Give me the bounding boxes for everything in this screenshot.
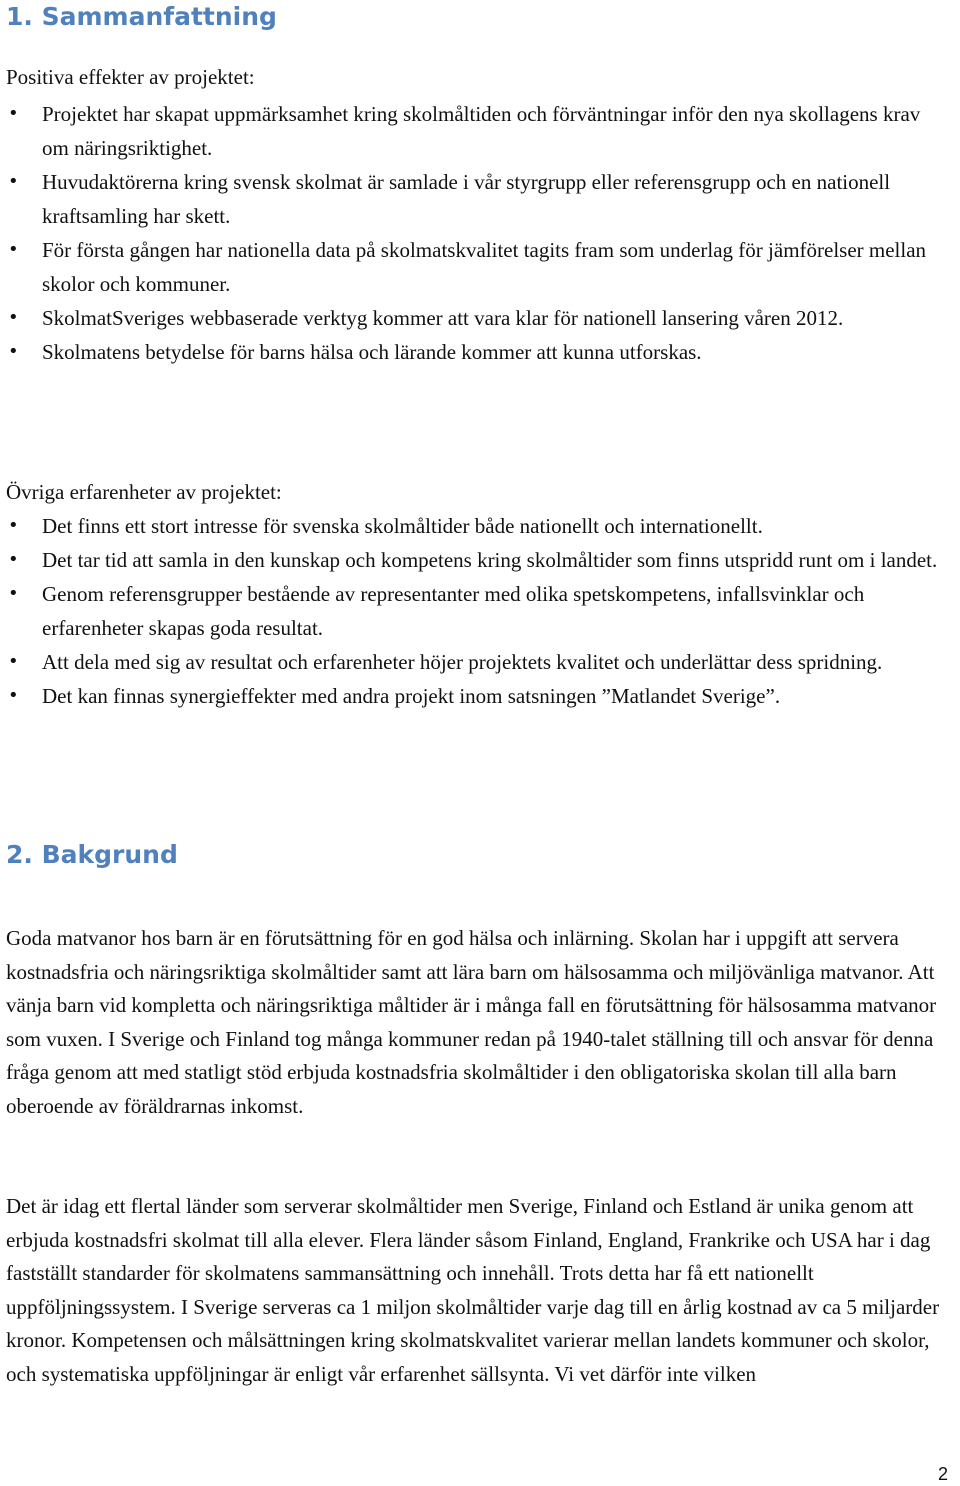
section-heading-sammanfattning: 1. Sammanfattning	[6, 2, 277, 31]
list-item: • Det kan finnas synergieffekter med andra projekt inom satsningen ”Matlandet Sverige”.	[0, 679, 950, 713]
background-paragraph-1: Goda matvanor hos barn är en förutsättning för en god hälsa och inlärning. Skolan har i uppgift att servera kostnadsfria och näringsriktiga skolmåltider samt att lära barn om hälsosamma och miljövänliga matvanor. Att vänja barn vid kompletta och näringsriktiga måltider är i många fall en förutsättning för hälsosamma matvanor som vuxen. I Sverige och Finland tog många kommuner redan på 1940-talet ställning till och ansvar för denna fråga genom att med statligt stöd erbjuda kostnadsfria skolmåltider i den obligatoriska skolan till alla barn oberoende av föräldrarnas inkomst.	[6, 926, 937, 1118]
section-heading-bakgrund: 2. Bakgrund	[6, 840, 178, 869]
positive-effects-list	[0, 97, 950, 369]
positive-effects-intro: Positiva effekter av projektet:	[6, 65, 255, 89]
list-item: • SkolmatSveriges webbaserade verktyg kommer att vara klar för nationell lansering våren 2012.	[0, 301, 950, 335]
list-item: • Att dela med sig av resultat och erfarenheter höjer projektets kvalitet och underlättar dess spridning.	[0, 645, 950, 679]
other-experiences-intro: Övriga erfarenheter av projektet:	[6, 480, 282, 504]
other-experiences-list	[0, 509, 950, 713]
list-item: • Projektet har skapat uppmärksamhet kring skolmåltiden och förväntningar inför den nya skollagens krav om näringsriktighet.	[0, 97, 950, 165]
background-paragraph-2: Det är idag ett flertal länder som serverar skolmåltider men Sverige, Finland och Estland är unika genom att erbjuda kostnadsfri skolmat till alla elever. Flera länder såsom Finland, England, Frankrike och USA har i dag fastställt standarder för skolmatens sammansättning och innehåll. Trots detta har få ett nationellt uppföljningssystem. I Sverige serveras ca 1 miljon skolmåltider varje dag till en årlig kostnad av ca 5 miljarder kronor. Kompetensen och målsättningen kring skolmatskvalitet varierar mellan landets kommuner och skolor, och systematiska uppföljningar är enligt vår erfarenhet sällsynta. Vi vet därför inte vilken	[6, 1194, 940, 1386]
list-item: • Det tar tid att samla in den kunskap och kompetens kring skolmåltider som finns utspridd runt om i landet.	[0, 543, 950, 577]
page-number: 2	[937, 1464, 948, 1484]
list-item: • Genom referensgrupper bestående av representanter med olika spetskompetens, infallsvinklar och erfarenheter skapas goda resultat.	[0, 577, 950, 645]
list-item: • Det finns ett stort intresse för svenska skolmåltider både nationellt och internationellt.	[0, 509, 950, 543]
list-item: • Skolmatens betydelse för barns hälsa och lärande kommer att kunna utforskas.	[0, 335, 950, 369]
list-item: • Huvudaktörerna kring svensk skolmat är samlade i vår styrgrupp eller referensgrupp och en nationell kraftsamling har skett.	[0, 165, 950, 233]
list-item: • För första gången har nationella data på skolmatskvalitet tagits fram som underlag för jämförelser mellan skolor och kommuner.	[0, 233, 950, 301]
